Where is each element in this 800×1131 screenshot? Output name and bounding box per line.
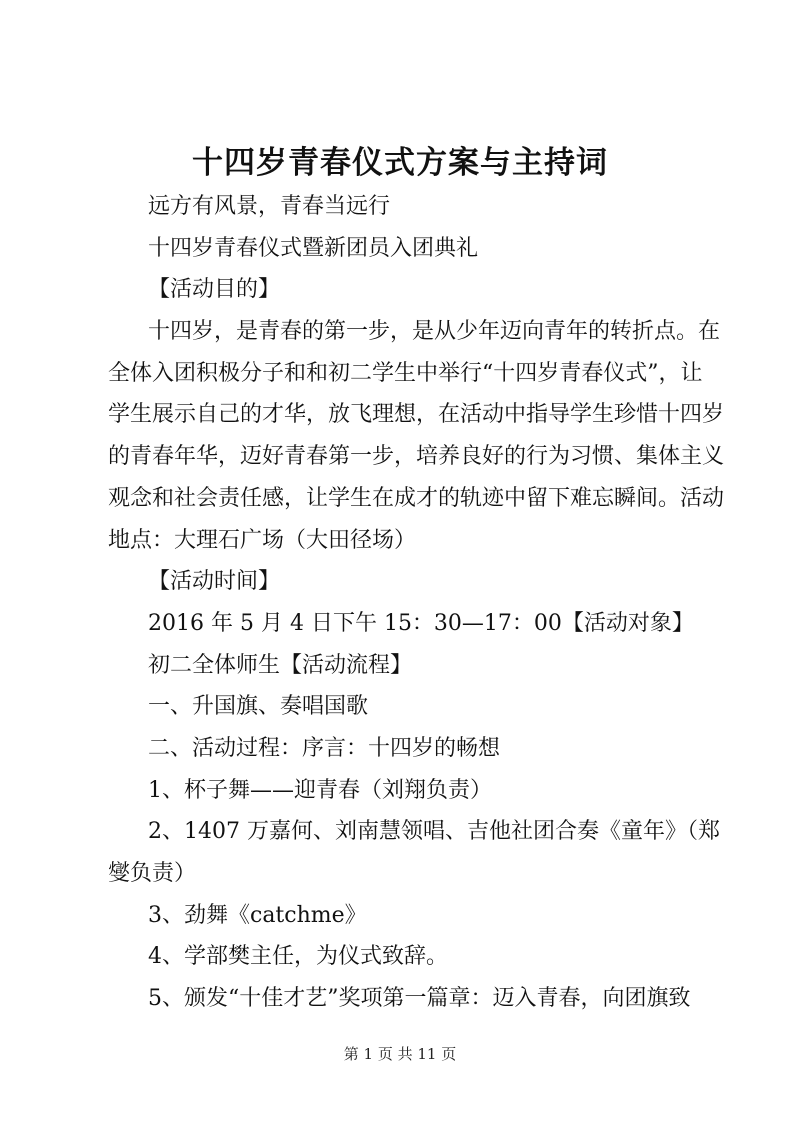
paragraph-purpose — [108, 311, 725, 561]
document-body — [108, 186, 725, 1020]
text-line-slogan: 远方有风景，青春当远行 — [148, 194, 391, 219]
paragraph-line: 学生展示自己的才华，放飞理想，在活动中指导学生珍惜十四岁 — [108, 402, 725, 428]
list-item: 一、升国旗、奏唱国歌 — [148, 694, 369, 720]
paragraph-line: 全体入团积极分子和和初二学生中举行“十四岁青春仪式”，让 — [108, 360, 703, 386]
list-item: 3、劲舞《catchme》 — [148, 902, 367, 928]
list-item: 1、杯子舞——迎青春（刘翔负责） — [148, 777, 492, 803]
paragraph-line: 的青春年华，迈好青春第一步，培养良好的行为习惯、集体主义 — [108, 444, 725, 470]
paragraph-line: 2、1407 万嘉何、刘南慧领唱、吉他社团合奏《童年》（郑 — [148, 819, 720, 845]
paragraph-line: 观念和社会责任感，让学生在成才的轨迹中留下难忘瞬间。活动 — [108, 485, 725, 511]
paragraph-line: 地点：大理石广场（大田径场） — [108, 527, 417, 553]
section-heading-time: 【活动时间】 — [148, 569, 281, 595]
section-heading-purpose: 【活动目的】 — [148, 277, 281, 303]
list-item: 二、活动过程：序言：十四岁的畅想 — [148, 735, 501, 761]
text-line-participants: 初二全体师生【活动流程】 — [148, 652, 413, 678]
list-item-multiline — [108, 811, 720, 894]
list-item: 5、颁发“十佳才艺”奖项第一篇章：迈入青春，向团旗致 — [148, 986, 691, 1012]
page-number-footer: 第 1 页 共 11 页 — [343, 1045, 457, 1063]
list-item: 4、学部樊主任，为仪式致辞。 — [148, 944, 448, 970]
paragraph-line: 十四岁，是青春的第一步，是从少年迈向青年的转折点。在 — [148, 319, 721, 345]
paragraph-line: 燮负责） — [108, 861, 197, 886]
text-line-event-name: 十四岁青春仪式暨新团员入团典礼 — [148, 235, 479, 261]
document-title: 十四岁青春仪式方案与主持词 — [192, 145, 608, 181]
text-line-time: 2016 年 5 月 4 日下午 15：30—17：00【活动对象】 — [148, 610, 694, 636]
